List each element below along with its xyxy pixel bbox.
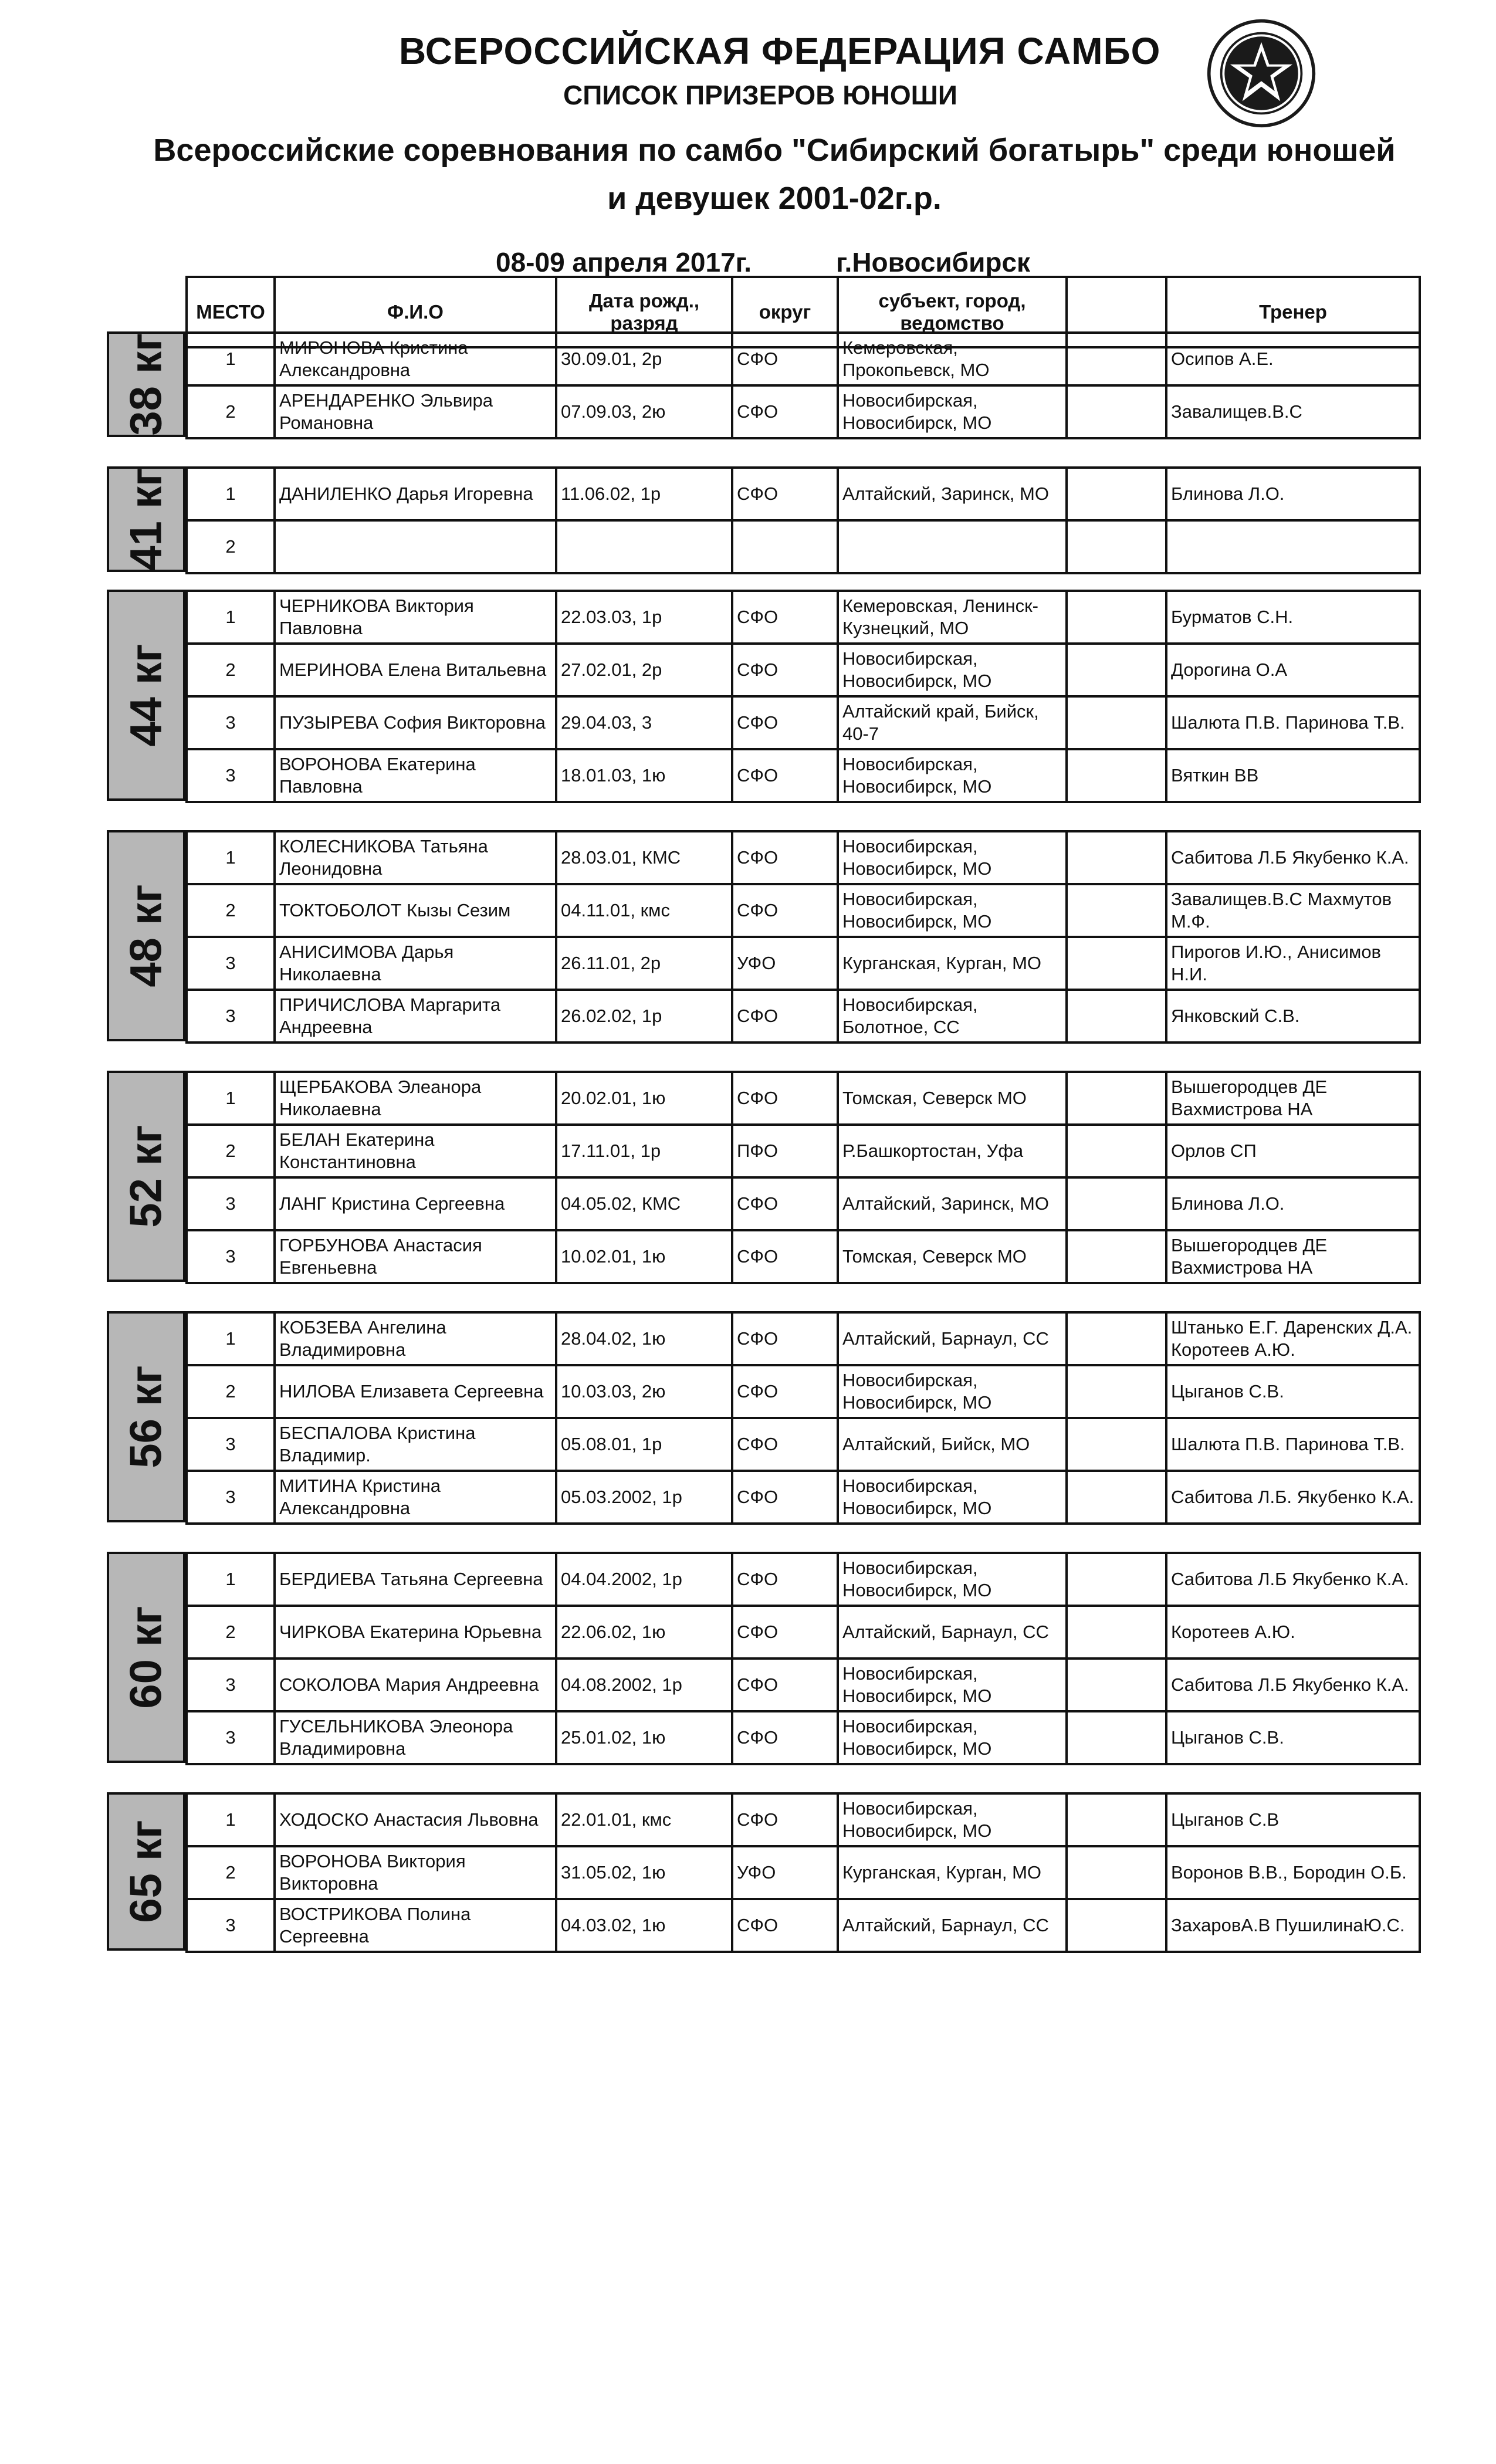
weight-category-text: 41 кг bbox=[121, 468, 171, 571]
cell-name: ХОДОСКО Анастасия Львовна bbox=[275, 1793, 556, 1846]
table-row bbox=[187, 1899, 1420, 1952]
category-results-table bbox=[185, 1311, 1421, 1525]
cell-coach: Коротеев А.Ю. bbox=[1166, 1606, 1420, 1659]
cell-dob: 29.04.03, 3 bbox=[556, 696, 732, 749]
cell-place: 2 bbox=[187, 1365, 275, 1418]
cell-region bbox=[838, 520, 1067, 573]
cell-okrug: СФО bbox=[732, 1471, 838, 1524]
cell-place: 2 bbox=[187, 1846, 275, 1899]
cell-coach: Сабитова Л.Б Якубенко К.А. bbox=[1166, 1553, 1420, 1606]
cell-name: ПРИЧИСЛОВА Маргарита Андреевна bbox=[275, 990, 556, 1043]
table-row bbox=[187, 1418, 1420, 1471]
table-row bbox=[187, 884, 1420, 937]
col-dob: Дата рожд., разряд bbox=[556, 277, 732, 347]
cell-name: ЛАНГ Кристина Сергеевна bbox=[275, 1177, 556, 1230]
cell-okrug: СФО bbox=[732, 1899, 838, 1952]
cell-place: 2 bbox=[187, 884, 275, 937]
cell-dob: 30.09.01, 2р bbox=[556, 333, 732, 385]
table-row bbox=[187, 1312, 1420, 1365]
col-coach: Тренер bbox=[1166, 277, 1420, 347]
cell-place: 3 bbox=[187, 937, 275, 990]
table-row bbox=[187, 520, 1420, 573]
weight-category-text: 56 кг bbox=[121, 1365, 171, 1468]
cell-okrug: СФО bbox=[732, 1230, 838, 1283]
cell-dob: 11.06.02, 1р bbox=[556, 468, 732, 520]
cell-place: 2 bbox=[187, 520, 275, 573]
cell-place: 1 bbox=[187, 1312, 275, 1365]
category-results-table bbox=[185, 1552, 1421, 1765]
cell-extra bbox=[1067, 644, 1166, 696]
cell-okrug: СФО bbox=[732, 749, 838, 802]
cell-extra bbox=[1067, 1846, 1166, 1899]
cell-name: КОБЗЕВА Ангелина Владимировна bbox=[275, 1312, 556, 1365]
weight-category-block bbox=[107, 590, 1419, 801]
cell-region: Кемеровская, Ленинск-Кузнецкий, МО bbox=[838, 591, 1067, 644]
cell-region: Алтайский, Барнаул, СС bbox=[838, 1312, 1067, 1365]
cell-region: Новосибирская, Новосибирск, МО bbox=[838, 884, 1067, 937]
weight-category-label bbox=[107, 331, 185, 437]
cell-okrug: УФО bbox=[732, 1846, 838, 1899]
cell-place: 2 bbox=[187, 1606, 275, 1659]
cell-dob: 28.03.01, КМС bbox=[556, 831, 732, 884]
col-name: Ф.И.О bbox=[275, 277, 556, 347]
cell-coach: Цыганов С.В. bbox=[1166, 1711, 1420, 1764]
table-row bbox=[187, 1177, 1420, 1230]
cell-place: 3 bbox=[187, 1418, 275, 1471]
cell-name: СОКОЛОВА Мария Андреевна bbox=[275, 1659, 556, 1711]
weight-category-block bbox=[107, 1792, 1419, 1951]
cell-extra bbox=[1067, 520, 1166, 573]
cell-dob: 04.05.02, КМС bbox=[556, 1177, 732, 1230]
cell-extra bbox=[1067, 1553, 1166, 1606]
cell-extra bbox=[1067, 831, 1166, 884]
cell-coach: Сабитова Л.Б. Якубенко К.А. bbox=[1166, 1471, 1420, 1524]
cell-region: Новосибирская, Новосибирск, МО bbox=[838, 1711, 1067, 1764]
cell-extra bbox=[1067, 1793, 1166, 1846]
cell-okrug: СФО bbox=[732, 333, 838, 385]
cell-region: Новосибирская, Новосибирск, МО bbox=[838, 1553, 1067, 1606]
cell-extra bbox=[1067, 696, 1166, 749]
cell-extra bbox=[1067, 990, 1166, 1043]
cell-okrug: СФО bbox=[732, 990, 838, 1043]
cell-okrug: СФО bbox=[732, 1312, 838, 1365]
cell-place: 3 bbox=[187, 749, 275, 802]
cell-okrug: СФО bbox=[732, 1711, 838, 1764]
cell-name: БЕРДИЕВА Татьяна Сергеевна bbox=[275, 1553, 556, 1606]
cell-place: 1 bbox=[187, 591, 275, 644]
category-results-table bbox=[185, 466, 1421, 574]
event-city: г.Новосибирск bbox=[836, 247, 1031, 277]
cell-place: 1 bbox=[187, 831, 275, 884]
cell-coach: Цыганов С.В. bbox=[1166, 1365, 1420, 1418]
cell-coach: Блинова Л.О. bbox=[1166, 1177, 1420, 1230]
cell-okrug: СФО bbox=[732, 1606, 838, 1659]
cell-extra bbox=[1067, 1711, 1166, 1764]
table-row bbox=[187, 385, 1420, 438]
weight-category-text: 60 кг bbox=[121, 1606, 171, 1709]
cell-extra bbox=[1067, 749, 1166, 802]
cell-name: ПУЗЫРЕВА София Викторовна bbox=[275, 696, 556, 749]
cell-region: Алтайский, Барнаул, СС bbox=[838, 1606, 1067, 1659]
cell-okrug: СФО bbox=[732, 1793, 838, 1846]
cell-dob: 10.02.01, 1ю bbox=[556, 1230, 732, 1283]
cell-coach: Дорогина О.А bbox=[1166, 644, 1420, 696]
cell-dob: 22.06.02, 1ю bbox=[556, 1606, 732, 1659]
weight-category-block bbox=[107, 1071, 1419, 1282]
col-region: субъект, город, ведомство bbox=[838, 277, 1067, 347]
cell-name: МИРОНОВА Кристина Александровна bbox=[275, 333, 556, 385]
cell-extra bbox=[1067, 1230, 1166, 1283]
col-okrug: округ bbox=[732, 277, 838, 347]
cell-name: ДАНИЛЕНКО Дарья Игоревна bbox=[275, 468, 556, 520]
cell-okrug: СФО bbox=[732, 1177, 838, 1230]
cell-coach: Завалищев.В.С bbox=[1166, 385, 1420, 438]
table-row bbox=[187, 1553, 1420, 1606]
cell-region: Курганская, Курган, МО bbox=[838, 937, 1067, 990]
cell-extra bbox=[1067, 385, 1166, 438]
weight-category-text: 65 кг bbox=[121, 1820, 171, 1923]
cell-extra bbox=[1067, 1418, 1166, 1471]
weight-category-label bbox=[107, 1071, 185, 1282]
cell-dob bbox=[556, 520, 732, 573]
cell-region: Томская, Северск МО bbox=[838, 1072, 1067, 1125]
cell-coach: Воронов В.В., Бородин О.Б. bbox=[1166, 1846, 1420, 1899]
cell-place: 1 bbox=[187, 333, 275, 385]
weight-category-label bbox=[107, 1552, 185, 1763]
cell-region: Новосибирская, Новосибирск, МО bbox=[838, 1471, 1067, 1524]
cell-place: 1 bbox=[187, 1553, 275, 1606]
cell-name: ГУСЕЛЬНИКОВА Элеонора Владимировна bbox=[275, 1711, 556, 1764]
cell-okrug: СФО bbox=[732, 1659, 838, 1711]
cell-place: 3 bbox=[187, 1899, 275, 1952]
cell-dob: 26.02.02, 1р bbox=[556, 990, 732, 1043]
event-date: 08-09 апреля 2017г. bbox=[496, 247, 752, 277]
table-row bbox=[187, 1230, 1420, 1283]
weight-category-label bbox=[107, 830, 185, 1041]
cell-name: ЧЕРНИКОВА Виктория Павловна bbox=[275, 591, 556, 644]
category-results-table bbox=[185, 1071, 1421, 1284]
cell-place: 3 bbox=[187, 1177, 275, 1230]
cell-name: БЕСПАЛОВА Кристина Владимир. bbox=[275, 1418, 556, 1471]
cell-extra bbox=[1067, 937, 1166, 990]
cell-name: БЕЛАН Екатерина Константиновна bbox=[275, 1125, 556, 1177]
cell-place: 3 bbox=[187, 1711, 275, 1764]
table-row bbox=[187, 591, 1420, 644]
cell-extra bbox=[1067, 1365, 1166, 1418]
cell-dob: 22.01.01, кмс bbox=[556, 1793, 732, 1846]
cell-coach: Осипов А.Е. bbox=[1166, 333, 1420, 385]
cell-region: Р.Башкортостан, Уфа bbox=[838, 1125, 1067, 1177]
cell-region: Алтайский, Заринск, МО bbox=[838, 1177, 1067, 1230]
cell-region: Курганская, Курган, МО bbox=[838, 1846, 1067, 1899]
cell-place: 3 bbox=[187, 696, 275, 749]
federation-title: ВСЕРОССИЙСКАЯ ФЕДЕРАЦИЯ САМБО bbox=[399, 30, 1161, 72]
category-results-table bbox=[185, 1792, 1421, 1953]
cell-dob: 20.02.01, 1ю bbox=[556, 1072, 732, 1125]
cell-extra bbox=[1067, 1072, 1166, 1125]
table-row bbox=[187, 831, 1420, 884]
cell-dob: 17.11.01, 1р bbox=[556, 1125, 732, 1177]
cell-extra bbox=[1067, 1606, 1166, 1659]
cell-dob: 26.11.01, 2р bbox=[556, 937, 732, 990]
cell-place: 3 bbox=[187, 1230, 275, 1283]
cell-place: 1 bbox=[187, 1793, 275, 1846]
cell-extra bbox=[1067, 591, 1166, 644]
cell-dob: 10.03.03, 2ю bbox=[556, 1365, 732, 1418]
cell-place: 2 bbox=[187, 385, 275, 438]
cell-dob: 18.01.03, 1ю bbox=[556, 749, 732, 802]
cell-okrug: УФО bbox=[732, 937, 838, 990]
cell-region: Кемеровская, Прокопьевск, МО bbox=[838, 333, 1067, 385]
list-title: СПИСОК ПРИЗЕРОВ ЮНОШИ bbox=[563, 80, 957, 110]
cell-dob: 04.11.01, кмс bbox=[556, 884, 732, 937]
cell-name: ЧИРКОВА Екатерина Юрьевна bbox=[275, 1606, 556, 1659]
weight-category-block bbox=[107, 1552, 1419, 1763]
cell-okrug: СФО bbox=[732, 591, 838, 644]
table-row bbox=[187, 1606, 1420, 1659]
cell-coach: Блинова Л.О. bbox=[1166, 468, 1420, 520]
cell-place: 3 bbox=[187, 990, 275, 1043]
cell-place: 3 bbox=[187, 1471, 275, 1524]
cell-okrug: СФО bbox=[732, 644, 838, 696]
cell-coach: Пирогов И.Ю., Анисимов Н.И. bbox=[1166, 937, 1420, 990]
cell-okrug: СФО bbox=[732, 884, 838, 937]
cell-coach: Завалищев.В.С Махмутов М.Ф. bbox=[1166, 884, 1420, 937]
cell-coach: Янковский С.В. bbox=[1166, 990, 1420, 1043]
col-place: МЕСТО bbox=[187, 277, 275, 347]
weight-category-block bbox=[107, 466, 1419, 572]
cell-place: 1 bbox=[187, 468, 275, 520]
table-row bbox=[187, 1471, 1420, 1524]
cell-region: Новосибирская, Новосибирск, МО bbox=[838, 749, 1067, 802]
table-row bbox=[187, 333, 1420, 385]
cell-coach: Сабитова Л.Б Якубенко К.А. bbox=[1166, 1659, 1420, 1711]
event-title: Всероссийские соревнования по самбо "Сибирский богатырь" среди юношей и девушек 2001-02г.р. bbox=[153, 133, 1396, 216]
cell-name: ВОРОНОВА Екатерина Павловна bbox=[275, 749, 556, 802]
cell-dob: 04.04.2002, 1р bbox=[556, 1553, 732, 1606]
cell-extra bbox=[1067, 1312, 1166, 1365]
cell-name: МИТИНА Кристина Александровна bbox=[275, 1471, 556, 1524]
cell-extra bbox=[1067, 884, 1166, 937]
cell-dob: 07.09.03, 2ю bbox=[556, 385, 732, 438]
table-row bbox=[187, 1793, 1420, 1846]
cell-region: Алтайский, Заринск, МО bbox=[838, 468, 1067, 520]
cell-coach: Цыганов С.В bbox=[1166, 1793, 1420, 1846]
cell-region: Новосибирская, Новосибирск, МО bbox=[838, 1365, 1067, 1418]
cell-coach: Орлов СП bbox=[1166, 1125, 1420, 1177]
cell-place: 2 bbox=[187, 1125, 275, 1177]
cell-region: Новосибирская, Новосибирск, МО bbox=[838, 1793, 1067, 1846]
table-row bbox=[187, 644, 1420, 696]
category-results-table bbox=[185, 830, 1421, 1044]
cell-name: МЕРИНОВА Елена Витальевна bbox=[275, 644, 556, 696]
weight-category-text: 48 кг bbox=[121, 884, 171, 987]
cell-name: ЩЕРБАКОВА Элеанора Николаевна bbox=[275, 1072, 556, 1125]
cell-dob: 04.08.2002, 1р bbox=[556, 1659, 732, 1711]
cell-place: 1 bbox=[187, 1072, 275, 1125]
cell-coach: Штанько Е.Г. Даренских Д.А. Коротеев А.Ю. bbox=[1166, 1312, 1420, 1365]
cell-coach: Вяткин ВВ bbox=[1166, 749, 1420, 802]
cell-coach: Вышегородцев ДЕ Вахмистрова НА bbox=[1166, 1072, 1420, 1125]
cell-name: АНИСИМОВА Дарья Николаевна bbox=[275, 937, 556, 990]
cell-name: КОЛЕСНИКОВА Татьяна Леонидовна bbox=[275, 831, 556, 884]
cell-region: Новосибирская, Болотное, СС bbox=[838, 990, 1067, 1043]
cell-extra bbox=[1067, 1471, 1166, 1524]
weight-category-label bbox=[107, 590, 185, 801]
table-row bbox=[187, 1659, 1420, 1711]
cell-name: ТОКТОБОЛОТ Кызы Сезим bbox=[275, 884, 556, 937]
cell-okrug: СФО bbox=[732, 1553, 838, 1606]
cell-extra bbox=[1067, 333, 1166, 385]
table-row bbox=[187, 1072, 1420, 1125]
cell-name bbox=[275, 520, 556, 573]
sambo-federation-star-emblem-icon bbox=[1206, 18, 1317, 129]
weight-category-label bbox=[107, 466, 185, 572]
cell-dob: 05.08.01, 1р bbox=[556, 1418, 732, 1471]
cell-okrug: СФО bbox=[732, 1072, 838, 1125]
cell-place: 2 bbox=[187, 644, 275, 696]
cell-dob: 04.03.02, 1ю bbox=[556, 1899, 732, 1952]
cell-okrug: СФО bbox=[732, 385, 838, 438]
cell-dob: 27.02.01, 2р bbox=[556, 644, 732, 696]
table-row bbox=[187, 749, 1420, 802]
category-results-table bbox=[185, 590, 1421, 803]
table-row bbox=[187, 696, 1420, 749]
cell-extra bbox=[1067, 1177, 1166, 1230]
cell-place: 3 bbox=[187, 1659, 275, 1711]
cell-region: Новосибирская, Новосибирск, МО bbox=[838, 1659, 1067, 1711]
cell-okrug: СФО bbox=[732, 1418, 838, 1471]
cell-coach: Бурматов С.Н. bbox=[1166, 591, 1420, 644]
weight-category-text: 44 кг bbox=[121, 644, 171, 747]
cell-coach: ЗахаровА.В ПушилинаЮ.С. bbox=[1166, 1899, 1420, 1952]
cell-dob: 22.03.03, 1р bbox=[556, 591, 732, 644]
cell-coach: Шалюта П.В. Паринова Т.В. bbox=[1166, 1418, 1420, 1471]
cell-region: Томская, Северск МО bbox=[838, 1230, 1067, 1283]
table-row bbox=[187, 990, 1420, 1043]
table-row bbox=[187, 1365, 1420, 1418]
table-row bbox=[187, 468, 1420, 520]
weight-category-label bbox=[107, 1311, 185, 1522]
category-results-table bbox=[185, 331, 1421, 439]
table-row bbox=[187, 1846, 1420, 1899]
cell-okrug bbox=[732, 520, 838, 573]
cell-coach: Вышегородцев ДЕ Вахмистрова НА bbox=[1166, 1230, 1420, 1283]
weight-category-block bbox=[107, 830, 1419, 1041]
cell-region: Алтайский, Бийск, МО bbox=[838, 1418, 1067, 1471]
cell-okrug: СФО bbox=[732, 696, 838, 749]
weight-category-label bbox=[107, 1792, 185, 1951]
cell-extra bbox=[1067, 1899, 1166, 1952]
cell-name: АРЕНДАРЕНКО Эльвира Романовна bbox=[275, 385, 556, 438]
cell-name: ВОРОНОВА Виктория Викторовна bbox=[275, 1846, 556, 1899]
cell-okrug: ПФО bbox=[732, 1125, 838, 1177]
weight-category-text: 38 кг bbox=[121, 333, 171, 436]
cell-dob: 25.01.02, 1ю bbox=[556, 1711, 732, 1764]
cell-dob: 28.04.02, 1ю bbox=[556, 1312, 732, 1365]
table-row bbox=[187, 1711, 1420, 1764]
table-row bbox=[187, 1125, 1420, 1177]
cell-okrug: СФО bbox=[732, 468, 838, 520]
cell-coach: Сабитова Л.Б Якубенко К.А. bbox=[1166, 831, 1420, 884]
cell-coach bbox=[1166, 520, 1420, 573]
cell-extra bbox=[1067, 468, 1166, 520]
cell-region: Алтайский край, Бийск, 40-7 bbox=[838, 696, 1067, 749]
weight-category-block bbox=[107, 331, 1419, 437]
cell-extra bbox=[1067, 1125, 1166, 1177]
weight-category-text: 52 кг bbox=[121, 1125, 171, 1228]
cell-name: НИЛОВА Елизавета Сергеевна bbox=[275, 1365, 556, 1418]
table-row bbox=[187, 937, 1420, 990]
cell-dob: 31.05.02, 1ю bbox=[556, 1846, 732, 1899]
cell-region: Алтайский, Барнаул, СС bbox=[838, 1899, 1067, 1952]
weight-category-block bbox=[107, 1311, 1419, 1522]
cell-extra bbox=[1067, 1659, 1166, 1711]
cell-region: Новосибирская, Новосибирск, МО bbox=[838, 385, 1067, 438]
cell-okrug: СФО bbox=[732, 831, 838, 884]
cell-dob: 05.03.2002, 1р bbox=[556, 1471, 732, 1524]
cell-coach: Шалюта П.В. Паринова Т.В. bbox=[1166, 696, 1420, 749]
cell-name: ВОСТРИКОВА Полина Сергеевна bbox=[275, 1899, 556, 1952]
cell-okrug: СФО bbox=[732, 1365, 838, 1418]
cell-name: ГОРБУНОВА Анастасия Евгеньевна bbox=[275, 1230, 556, 1283]
cell-region: Новосибирская, Новосибирск, МО bbox=[838, 644, 1067, 696]
cell-region: Новосибирская, Новосибирск, МО bbox=[838, 831, 1067, 884]
